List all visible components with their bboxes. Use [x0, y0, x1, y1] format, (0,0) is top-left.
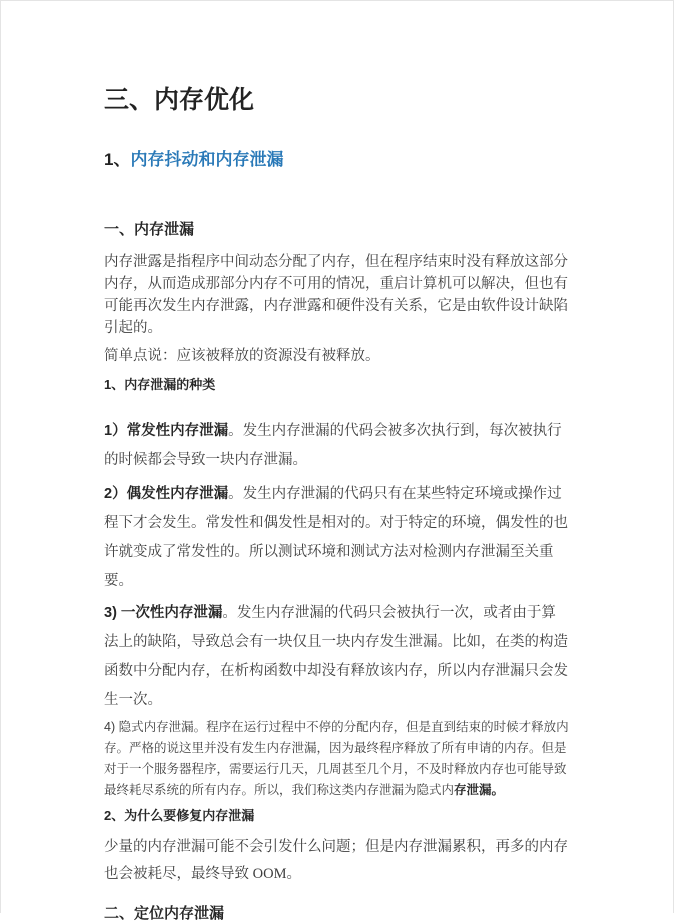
leak-type-item-body: 4) 隐式内存泄漏。程序在运行过程中不停的分配内存，但是直到结束的时候才释放内存。严格的说这里并没有发生内存泄漏，因为最终程序释放了所有申请的内存。但是对于一个服务器程序，需要运行几天，几周甚至几个月，不及时释放内存也可能导致最终耗尽系统的所有内存。所以，我们称这类内存泄漏为隐式内: [104, 720, 569, 797]
leak-type-item-lead: 3) 一次性内存泄漏: [104, 605, 223, 621]
why-fix-heading: 2、为什么要修复内存泄漏: [104, 808, 255, 823]
leak-type-item-lead: 2）偶发性内存泄漏: [104, 486, 229, 502]
leak-type-item-lead: 1）常发性内存泄漏: [104, 423, 229, 439]
main-heading: 三、内存优化: [104, 86, 255, 114]
toc-entry: [104, 149, 569, 171]
toc-entry-link[interactable]: 内存抖动和内存泄漏: [130, 150, 284, 169]
leak-intro-paragraph: 内存泄露是指程序中间动态分配了内存，但在程序结束时没有释放这部分内存，从而造成那部分内存不可用的情况，重启计算机可以解决，但也有可能再次发生内存泄露，内存泄露和硬件没有关系，它是由软件设计缺陷引起的。: [104, 254, 568, 336]
toc-entry-number: 1、: [104, 150, 131, 169]
leak-type-item-body: 。发生内存泄漏的代码只有在某些特定环境或操作过程下才会发生。常发性和偶发性是相对的。对于特定的环境，偶发性的也许就变成了常发性的。所以测试环境和测试方法对检测内存泄漏至关重要。: [104, 486, 568, 589]
leak-type-item-frequent: [104, 417, 569, 475]
leak-type-item-occasional: [104, 480, 569, 596]
leak-type-item-bold-tail: 存泄漏。: [454, 783, 505, 797]
leak-type-item-implicit: [104, 717, 569, 801]
section-locate-heading: 二、定位内存泄漏: [104, 905, 225, 922]
leak-type-item-body: 。发生内存泄漏的代码会被多次执行到，每次被执行的时候都会导致一块内存泄漏。: [104, 423, 562, 468]
section-leak-heading: 一、内存泄漏: [104, 221, 195, 238]
leak-type-item-one-time: [104, 599, 569, 715]
leak-type-item-body: 。发生内存泄漏的代码只会被执行一次，或者由于算法上的缺陷，导致总会有一块仅且一块内存发生泄漏。比如，在类的构造函数中分配内存，在析构函数中却没有释放该内存，所以内存泄漏只会发生一次。: [104, 605, 568, 708]
leak-summary-paragraph: 简单点说：应该被释放的资源没有被释放。: [104, 348, 380, 364]
leak-types-heading: 1、内存泄漏的种类: [104, 377, 216, 392]
why-fix-paragraph: 少量的内存泄漏可能不会引发什么问题；但是内存泄漏累积，再多的内存也会被耗尽，最终导致 OOM。: [104, 839, 568, 882]
